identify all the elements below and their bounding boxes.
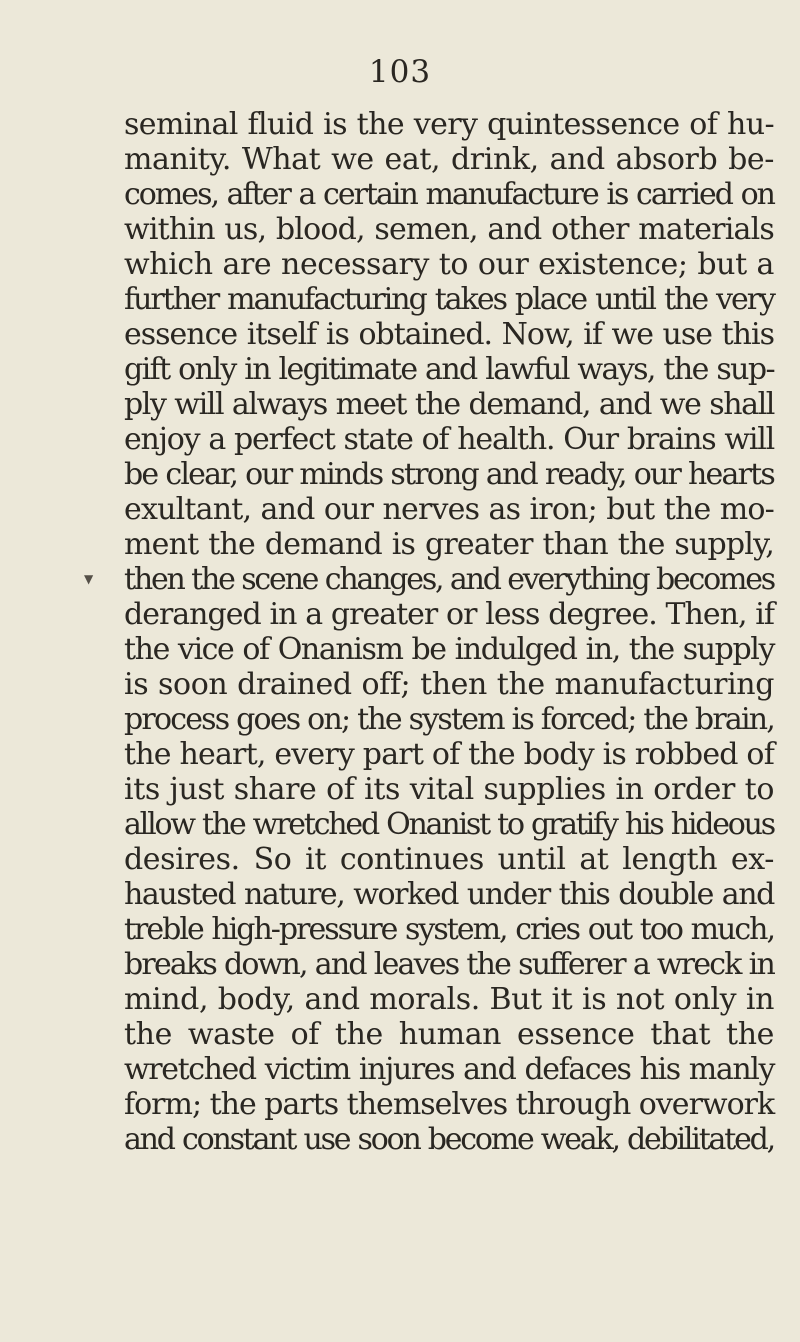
- text-line: be clear, our minds strong and ready, our hearts: [124, 457, 774, 492]
- text-line: manity. What we eat, drink, and absorb be-: [124, 142, 774, 177]
- text-line: mind, body, and morals. But it is not only in: [124, 982, 774, 1017]
- text-line: within us, blood, semen, and other materials: [124, 212, 774, 247]
- text-line: ment the demand is greater than the supply,: [124, 527, 774, 562]
- body-text: [124, 107, 774, 1157]
- text-line: wretched victim injures and defaces his manly: [124, 1052, 774, 1087]
- text-line: deranged in a greater or less degree. Then, if: [124, 597, 774, 632]
- text-line: seminal fluid is the very quintessence of hu-: [124, 107, 774, 142]
- text-line: ply will always meet the demand, and we shall: [124, 387, 774, 422]
- text-line: breaks down, and leaves the sufferer a wreck in: [124, 947, 774, 982]
- text-line: exultant, and our nerves as iron; but the mo-: [124, 492, 774, 527]
- text-line: treble high-pressure system, cries out too much,: [124, 912, 774, 947]
- page-number: 103: [368, 54, 432, 90]
- text-line: gift only in legitimate and lawful ways, the sup-: [124, 352, 774, 387]
- margin-mark: ▼: [84, 572, 94, 586]
- text-line: enjoy a perfect state of health. Our brains will: [124, 422, 774, 457]
- text-line: then the scene changes, and everything becomes: [124, 562, 774, 597]
- text-line: which are necessary to our existence; but a: [124, 247, 774, 282]
- text-line: the waste of the human essence that the: [124, 1017, 774, 1052]
- text-line: hausted nature, worked under this double and: [124, 877, 774, 912]
- text-line: process goes on; the system is forced; the brain,: [124, 702, 774, 737]
- text-line: form; the parts themselves through overwork: [124, 1087, 775, 1122]
- text-line: further manufacturing takes place until the very: [124, 282, 774, 317]
- text-line: the heart, every part of the body is robbed of: [124, 737, 774, 772]
- text-line: its just share of its vital supplies in order to: [124, 772, 774, 807]
- text-line: comes, after a certain manufacture is carried on: [124, 177, 774, 212]
- text-line: and constant use soon become weak, debilitated,: [124, 1122, 774, 1157]
- text-line: allow the wretched Onanist to gratify his hideous: [124, 807, 774, 842]
- text-line: essence itself is obtained. Now, if we use this: [124, 317, 774, 352]
- text-line: the vice of Onanism be indulged in, the supply: [124, 632, 774, 667]
- text-line: is soon drained off; then the manufacturing: [124, 667, 774, 702]
- text-line: desires. So it continues until at length ex-: [124, 842, 774, 877]
